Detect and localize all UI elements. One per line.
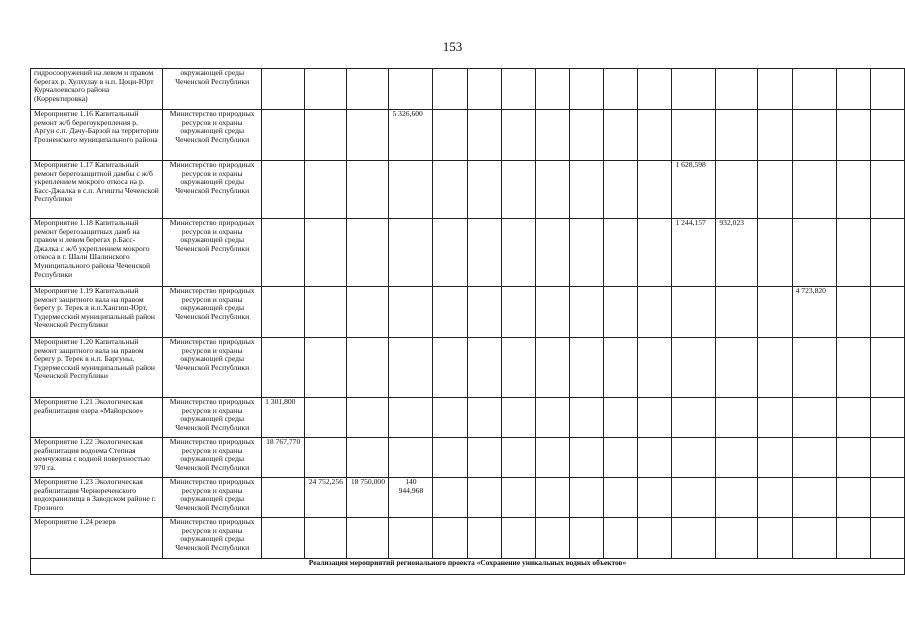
table-row <box>31 219 905 287</box>
measure-name: гидросооружений на левом и правом берегах р. Хулхулау в н.п. Цоци-Юрт Курчалоевского района (Корректировка) <box>31 69 163 110</box>
value-cell: 1 244,157 <box>672 219 716 287</box>
value-cell <box>305 398 347 438</box>
value-cell <box>305 161 347 219</box>
value-cell <box>262 478 305 518</box>
value-cell <box>501 69 535 110</box>
value-cell <box>836 518 870 559</box>
value-cell <box>501 219 535 287</box>
value-cell <box>501 110 535 161</box>
value-cell <box>305 287 347 338</box>
value-cell <box>305 518 347 559</box>
measure-org: Министерство природных ресурсов и охраны окружающей среды Чеченской Республики <box>163 338 262 398</box>
value-cell <box>433 161 467 219</box>
value-cell <box>672 287 716 338</box>
measure-org: Министерство природных ресурсов и охраны окружающей среды Чеченской Республики <box>163 110 262 161</box>
value-cell <box>604 161 638 219</box>
value-cell <box>758 478 792 518</box>
value-cell <box>347 69 389 110</box>
table-row <box>31 518 905 559</box>
value-cell <box>716 518 758 559</box>
value-cell <box>638 398 672 438</box>
value-cell <box>467 287 501 338</box>
value-cell <box>870 518 904 559</box>
value-cell <box>569 438 603 478</box>
measure-org: Министерство природных ресурсов и охраны окружающей среды Чеченской Республики <box>163 161 262 219</box>
value-cell: 24 752,256 <box>305 478 347 518</box>
value-cell <box>870 161 904 219</box>
value-cell <box>604 478 638 518</box>
value-cell <box>792 161 836 219</box>
value-cell <box>638 478 672 518</box>
value-cell <box>535 438 569 478</box>
value-cell <box>467 161 501 219</box>
value-cell <box>262 287 305 338</box>
value-cell <box>569 478 603 518</box>
value-cell <box>467 69 501 110</box>
value-cell <box>672 110 716 161</box>
value-cell <box>535 398 569 438</box>
table-row <box>31 161 905 219</box>
value-cell <box>535 69 569 110</box>
value-cell <box>467 110 501 161</box>
value-cell <box>870 287 904 338</box>
value-cell <box>604 69 638 110</box>
measure-name: Мероприятие 1.22 Экологическая реабилитация водоема Степная жемчужина с водной поверхностью 970 га. <box>31 438 163 478</box>
value-cell <box>569 110 603 161</box>
value-cell <box>758 398 792 438</box>
page-number: 153 <box>442 39 463 54</box>
value-cell <box>389 219 433 287</box>
value-cell <box>433 110 467 161</box>
value-cell <box>792 219 836 287</box>
value-cell <box>758 69 792 110</box>
value-cell <box>535 478 569 518</box>
value-cell <box>305 69 347 110</box>
table-row <box>31 338 905 398</box>
value-cell <box>672 478 716 518</box>
value-cell <box>792 69 836 110</box>
table-row <box>31 287 905 338</box>
value-cell <box>638 110 672 161</box>
value-cell <box>467 518 501 559</box>
value-cell <box>347 287 389 338</box>
value-cell <box>672 69 716 110</box>
value-cell <box>792 398 836 438</box>
value-cell <box>758 161 792 219</box>
value-cell <box>389 69 433 110</box>
value-cell <box>433 338 467 398</box>
value-cell <box>792 478 836 518</box>
value-cell <box>501 438 535 478</box>
value-cell <box>262 338 305 398</box>
value-cell <box>262 69 305 110</box>
value-cell <box>836 478 870 518</box>
value-cell <box>716 398 758 438</box>
value-cell <box>870 69 904 110</box>
value-cell <box>347 398 389 438</box>
table-row <box>31 438 905 478</box>
value-cell <box>535 161 569 219</box>
value-cell <box>638 338 672 398</box>
value-cell: 4 723,820 <box>792 287 836 338</box>
measure-org: Министерство природных ресурсов и охраны окружающей среды Чеченской Республики <box>163 478 262 518</box>
value-cell <box>758 219 792 287</box>
value-cell <box>758 110 792 161</box>
value-cell <box>535 110 569 161</box>
value-cell <box>569 287 603 338</box>
value-cell <box>792 338 836 398</box>
value-cell <box>433 478 467 518</box>
value-cell <box>347 219 389 287</box>
measure-name: Мероприятие 1.24 резерв <box>31 518 163 559</box>
value-cell <box>672 338 716 398</box>
value-cell: 18 767,770 <box>262 438 305 478</box>
table-row <box>31 69 905 110</box>
value-cell <box>792 110 836 161</box>
measure-name: Мероприятие 1.19 Капитальный ремонт защитного вала на правом берегу р. Терек в н.п.Хангиш-Юрт, Гудермесский муниципальный район Чеченской Республики <box>31 287 163 338</box>
value-cell <box>535 518 569 559</box>
value-cell <box>501 518 535 559</box>
value-cell <box>501 287 535 338</box>
value-cell <box>638 69 672 110</box>
value-cell <box>870 438 904 478</box>
section-footer-row <box>31 559 905 575</box>
value-cell <box>467 398 501 438</box>
table-row <box>31 110 905 161</box>
value-cell <box>262 219 305 287</box>
value-cell <box>467 338 501 398</box>
value-cell <box>569 338 603 398</box>
value-cell <box>638 438 672 478</box>
measure-name: Мероприятие 1.18 Капитальный ремонт берегозащитных дамб на правом и левом берегах р.Басс-Джалка с ж/б укреплением мокрого откоса в г. Шали Шалинского Муниципального района Чеченской Республики <box>31 219 163 287</box>
measure-org: Министерство природных ресурсов и охраны окружающей среды Чеченской Республики <box>163 219 262 287</box>
value-cell <box>604 518 638 559</box>
value-cell <box>389 287 433 338</box>
value-cell <box>758 287 792 338</box>
value-cell <box>604 287 638 338</box>
value-cell <box>569 518 603 559</box>
value-cell <box>262 518 305 559</box>
value-cell <box>758 338 792 398</box>
value-cell <box>716 287 758 338</box>
value-cell <box>638 287 672 338</box>
value-cell <box>716 438 758 478</box>
value-cell <box>792 438 836 478</box>
value-cell <box>836 161 870 219</box>
value-cell <box>758 518 792 559</box>
measure-name: Мероприятие 1.17 Капитальный ремонт берегозащитной дамбы с ж/б укреплением мокрого откоса на р. Басс-Джалка в с.п. Агишты Чеченской Республики <box>31 161 163 219</box>
measure-name: Мероприятие 1.16 Капитальный ремонт ж/б берегоукрепления р. Аргун с.п. Дачу-Барзой на территории Грозненского муниципального района <box>31 110 163 161</box>
value-cell <box>347 338 389 398</box>
value-cell: 1 301,800 <box>262 398 305 438</box>
value-cell <box>716 478 758 518</box>
measures-table <box>30 68 905 575</box>
value-cell: 18 750,000 <box>347 478 389 518</box>
value-cell <box>501 398 535 438</box>
value-cell <box>305 338 347 398</box>
value-cell <box>569 161 603 219</box>
value-cell <box>836 398 870 438</box>
value-cell <box>305 219 347 287</box>
value-cell <box>501 478 535 518</box>
value-cell <box>569 398 603 438</box>
value-cell: 1 628,598 <box>672 161 716 219</box>
value-cell <box>262 110 305 161</box>
value-cell <box>433 69 467 110</box>
measure-org: окружающей среды Чеченской Республики <box>163 69 262 110</box>
value-cell <box>758 438 792 478</box>
value-cell <box>389 161 433 219</box>
value-cell <box>433 438 467 478</box>
value-cell <box>672 438 716 478</box>
value-cell <box>389 338 433 398</box>
value-cell <box>638 219 672 287</box>
value-cell <box>347 518 389 559</box>
measure-name: Мероприятие 1.23 Экологическая реабилитация Чернореченского водохранилища в Заводском районе г. Грозного <box>31 478 163 518</box>
value-cell <box>836 110 870 161</box>
value-cell: 5 326,600 <box>389 110 433 161</box>
value-cell <box>501 161 535 219</box>
value-cell <box>836 438 870 478</box>
value-cell <box>716 69 758 110</box>
value-cell <box>389 518 433 559</box>
value-cell <box>305 438 347 478</box>
value-cell <box>672 398 716 438</box>
value-cell <box>467 219 501 287</box>
value-cell <box>501 338 535 398</box>
measure-org: Министерство природных ресурсов и охраны окружающей среды Чеченской Республики <box>163 287 262 338</box>
value-cell <box>638 161 672 219</box>
measure-org: Министерство природных ресурсов и охраны окружающей среды Чеченской Республики <box>163 398 262 438</box>
value-cell: 140 944,968 <box>389 478 433 518</box>
value-cell <box>836 69 870 110</box>
value-cell <box>433 398 467 438</box>
value-cell <box>836 219 870 287</box>
value-cell <box>535 219 569 287</box>
value-cell <box>535 287 569 338</box>
value-cell <box>347 438 389 478</box>
value-cell <box>467 438 501 478</box>
value-cell <box>389 398 433 438</box>
table-row <box>31 478 905 518</box>
value-cell <box>836 338 870 398</box>
value-cell <box>433 287 467 338</box>
measure-name: Мероприятие 1.21 Экологическая реабилитация озера «Майорское» <box>31 398 163 438</box>
section-footer-text: Реализация мероприятий регионального проекта «Сохранение уникальных водных объектов» <box>31 559 905 575</box>
value-cell <box>347 161 389 219</box>
value-cell <box>716 338 758 398</box>
value-cell <box>870 478 904 518</box>
value-cell <box>433 518 467 559</box>
value-cell <box>569 219 603 287</box>
value-cell <box>604 398 638 438</box>
value-cell <box>604 219 638 287</box>
value-cell <box>836 287 870 338</box>
value-cell <box>433 219 467 287</box>
value-cell <box>716 161 758 219</box>
measure-name: Мероприятие 1.20 Капитальный ремонт защитного вала на правом берегу р. Терек в н.п. Баргуны, Гудермесский муниципальный район Чеченской Республики <box>31 338 163 398</box>
value-cell <box>604 110 638 161</box>
value-cell <box>638 518 672 559</box>
value-cell <box>604 438 638 478</box>
value-cell <box>870 338 904 398</box>
value-cell <box>870 398 904 438</box>
value-cell <box>467 478 501 518</box>
value-cell <box>672 518 716 559</box>
value-cell <box>870 110 904 161</box>
value-cell <box>347 110 389 161</box>
value-cell <box>305 110 347 161</box>
table-row <box>31 398 905 438</box>
value-cell <box>535 338 569 398</box>
value-cell <box>716 110 758 161</box>
value-cell <box>262 161 305 219</box>
value-cell <box>870 219 904 287</box>
value-cell: 932,023 <box>716 219 758 287</box>
value-cell <box>569 69 603 110</box>
value-cell <box>792 518 836 559</box>
measure-org: Министерство природных ресурсов и охраны окружающей среды Чеченской Республики <box>163 518 262 559</box>
value-cell <box>389 438 433 478</box>
value-cell <box>604 338 638 398</box>
measure-org: Министерство природных ресурсов и охраны окружающей среды Чеченской Республики <box>163 438 262 478</box>
